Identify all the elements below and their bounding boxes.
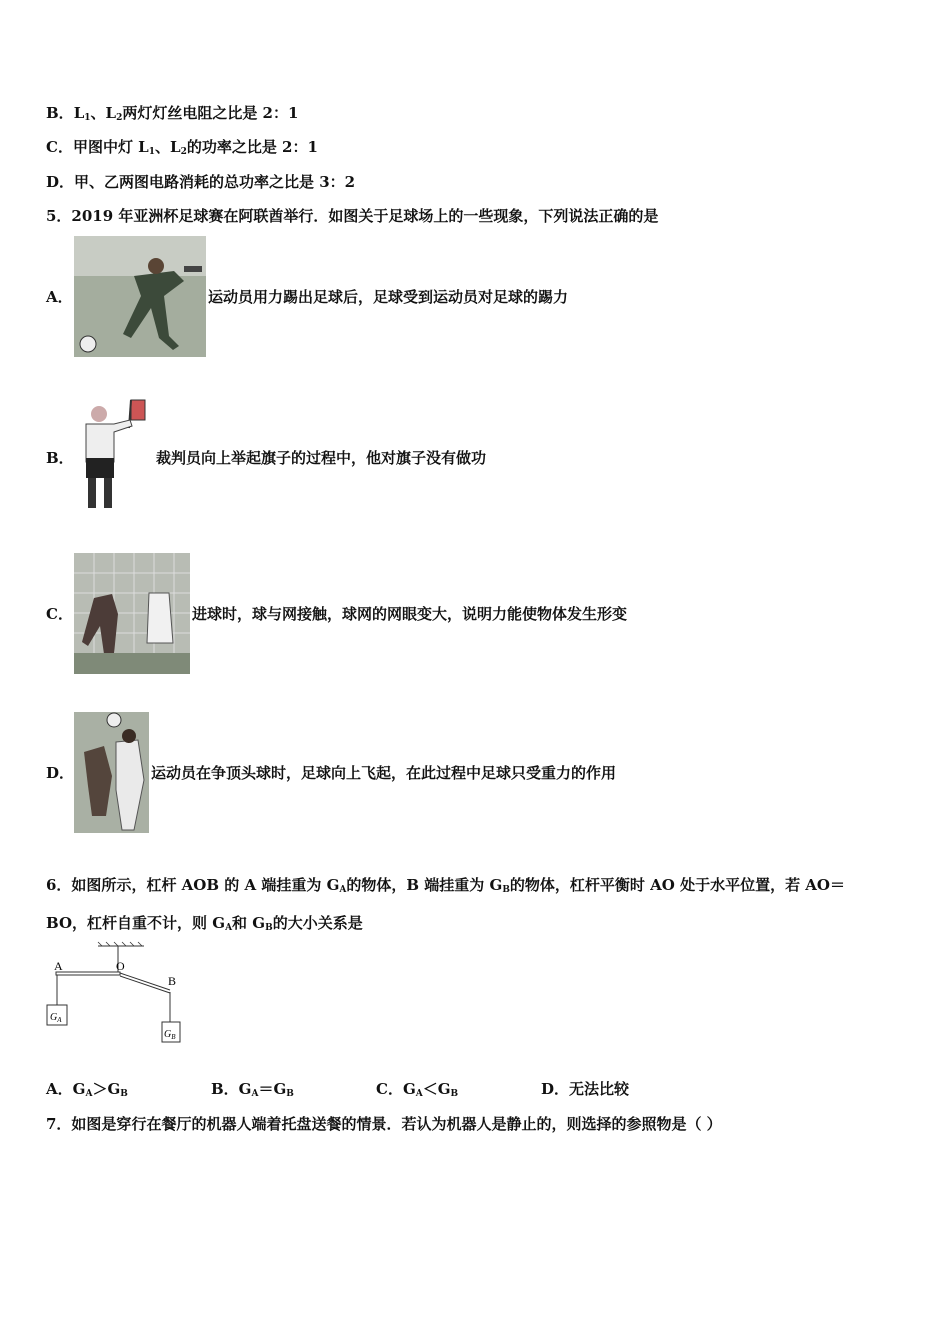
option-letter: B． [46, 448, 74, 467]
q4-option-c: C．甲图中灯 $L_1$、$L_2$的功率之比是 2：1 [46, 138, 318, 157]
q4-option-d: D．甲、乙两图电路消耗的总功率之比是 3：2 [46, 173, 356, 191]
q5-option-b: B． 裁判员向上举起旗子的过程中，他对旗子没有做功 [46, 398, 486, 516]
q5-option-a: A． 运动员用力踢出足球后，足球受到运动员对足球的踢力 [46, 236, 568, 357]
label-o: O [116, 959, 125, 973]
option-letter: B． [46, 104, 74, 122]
label-ga: $G_A$ [50, 1012, 62, 1024]
header-duel-image [74, 712, 149, 833]
q5-option-d: D． 运动员在争顶头球时，足球向上飞起，在此过程中足球只受重力的作用 [46, 712, 616, 833]
q4-option-b: B．$L_1$、$L_2$两灯灯丝电阻之比是 2：1 [46, 104, 299, 123]
q5-stem: 5．2019 年亚洲杯足球赛在阿联酋举行．如图关于足球场上的一些现象，下列说法正确的是 [46, 207, 659, 225]
option-letter: C． [46, 138, 73, 156]
q6-stem-line2: BO，杠杆自重不计，则 $G_A$和 $G_B$的大小关系是 [46, 914, 363, 933]
label-b: B [168, 974, 177, 988]
q6-stem-line1: 6．如图所示，杠杆 AOB 的 A 端挂重为 $G_A$的物体，B 端挂重为 $G_B$的物体，杠杆平衡时 AO 处于水平位置，若 AO＝ [46, 876, 845, 895]
option-letter: C． [46, 605, 73, 623]
goal-net-image [74, 553, 190, 674]
label-gb: $G_B$ [164, 1029, 176, 1041]
photo-player-kicking [74, 236, 206, 357]
q6-choices [46, 1078, 706, 1099]
q6-choice-d: D．无法比较 [541, 1080, 630, 1098]
option-letter: A． [46, 288, 73, 306]
q7-stem: 7．如图是穿行在餐厅的机器人端着托盘送餐的情景．若认为机器人是静止的，则选择的参照物是（ ） [46, 1115, 722, 1133]
option-letter: D． [46, 764, 75, 782]
q6-choice-b: B．$G_A=G_B$ [211, 1080, 294, 1099]
q5-option-c: C． 进球时，球与网接触，球网的网眼变大，说明力能使物体发生形变 [46, 553, 627, 674]
photo-header-duel [74, 712, 149, 833]
photo-goal-net [74, 553, 190, 674]
kicking-player-image [74, 236, 206, 357]
q6-choice-a: A．$G_A>G_B$ [46, 1080, 128, 1099]
lever-diagram [44, 940, 194, 1050]
label-a: A [54, 959, 63, 973]
referee-image [74, 398, 154, 516]
q6-choice-c: C．$G_A<G_B$ [376, 1080, 459, 1099]
photo-referee-flag [74, 398, 154, 516]
